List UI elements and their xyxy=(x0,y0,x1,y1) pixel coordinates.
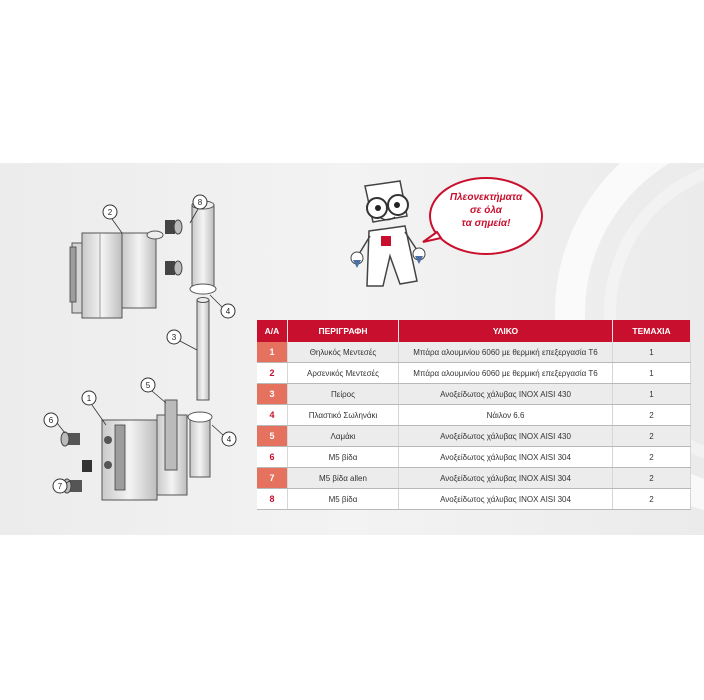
table-row xyxy=(257,447,691,468)
row-quantity: 1 xyxy=(613,342,691,363)
bubble-line-2: σε όλα xyxy=(470,205,502,216)
row-material: Ανοξείδωτος χάλυβας INOX AISI 430 xyxy=(399,384,613,405)
row-quantity: 1 xyxy=(613,363,691,384)
row-description: Πλαστικό Σωληνάκι xyxy=(288,405,399,426)
screw-8-pair xyxy=(165,220,182,275)
row-material: Ανοξείδωτος χάλυβας INOX AISI 304 xyxy=(399,468,613,489)
callout-8-label: 8 xyxy=(197,198,203,207)
row-number: 4 xyxy=(257,405,288,426)
row-number: 7 xyxy=(257,468,288,489)
callout-3-label: 3 xyxy=(171,333,177,342)
table-row xyxy=(257,426,691,447)
callout-4-bottom-label: 4 xyxy=(226,435,232,444)
row-quantity: 2 xyxy=(613,426,691,447)
row-description: Αρσενικός Μεντεσές xyxy=(288,363,399,384)
row-material: Ανοξείδωτος χάλυβας INOX AISI 304 xyxy=(399,489,613,510)
table-row xyxy=(257,405,691,426)
row-material: Μπάρα αλουμινίου 6060 με θερμική επεξεργασία Τ6 xyxy=(399,342,613,363)
callout-5-label: 5 xyxy=(145,381,151,390)
header-description: ΠΕΡΙΓΡΑΦΗ xyxy=(288,320,399,342)
header-material: ΥΛΙΚΟ xyxy=(399,320,613,342)
row-quantity: 2 xyxy=(613,489,691,510)
row-number: 2 xyxy=(257,363,288,384)
row-material: Μπάρα αλουμινίου 6060 με θερμική επεξεργασία Τ6 xyxy=(399,363,613,384)
bubble-line-3: τα σημεία! xyxy=(461,218,511,229)
row-quantity: 2 xyxy=(613,447,691,468)
table-row xyxy=(257,342,691,363)
pin xyxy=(197,298,209,401)
table-header-row xyxy=(257,320,691,342)
upper-hinge-body xyxy=(70,231,163,318)
bubble-line-1: Πλεονεκτήματα xyxy=(449,192,523,203)
row-quantity: 1 xyxy=(613,384,691,405)
callout-4-top-label: 4 xyxy=(225,307,231,316)
plastic-sleeve-top xyxy=(190,201,216,294)
row-number: 6 xyxy=(257,447,288,468)
callout-1-label: 1 xyxy=(86,394,92,403)
row-description: M5 βίδα allen xyxy=(288,468,399,489)
row-description: Θηλυκός Μεντεσές xyxy=(288,342,399,363)
row-material: Νάιλον 6.6 xyxy=(399,405,613,426)
plate-5 xyxy=(165,400,177,470)
parts-table xyxy=(257,320,691,510)
row-description: Πείρος xyxy=(288,384,399,405)
row-quantity: 2 xyxy=(613,405,691,426)
hinge-exploded-diagram xyxy=(40,185,255,505)
speech-bubble-text xyxy=(436,191,536,230)
row-number: 5 xyxy=(257,426,288,447)
table-row xyxy=(257,363,691,384)
header-quantity: ΤΕΜΑΧΙΑ xyxy=(613,320,691,342)
callout-2-label: 2 xyxy=(107,208,113,217)
row-quantity: 2 xyxy=(613,468,691,489)
table-row xyxy=(257,384,691,405)
row-material: Ανοξείδωτος χάλυβας INOX AISI 304 xyxy=(399,447,613,468)
row-number: 1 xyxy=(257,342,288,363)
row-description: Λαμάκι xyxy=(288,426,399,447)
row-number: 3 xyxy=(257,384,288,405)
row-number: 8 xyxy=(257,489,288,510)
table-row xyxy=(257,489,691,510)
header-aa: Α/Α xyxy=(257,320,288,342)
row-description: M5 βίδα xyxy=(288,447,399,468)
row-material: Ανοξείδωτος χάλυβας INOX AISI 430 xyxy=(399,426,613,447)
callout-7-label: 7 xyxy=(57,482,63,491)
callout-6-label: 6 xyxy=(48,416,54,425)
table-row xyxy=(257,468,691,489)
plastic-sleeve-bottom xyxy=(188,412,212,477)
row-description: M5 βίδα xyxy=(288,489,399,510)
